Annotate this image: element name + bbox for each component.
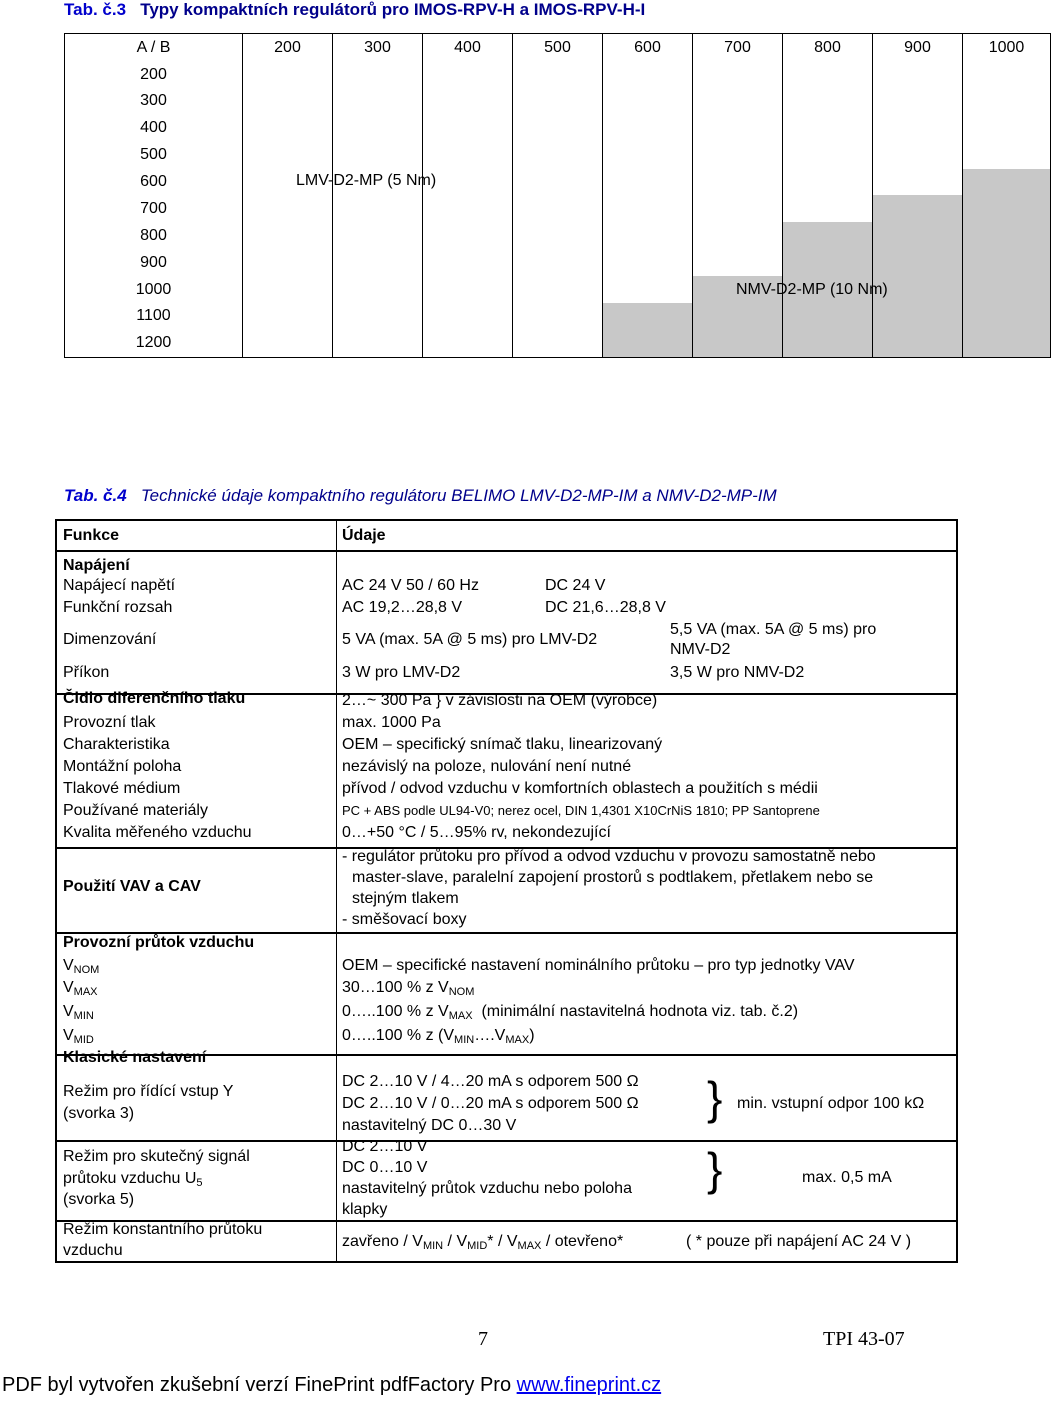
value-napajeci-napeti-dc: DC 24 V	[545, 577, 606, 594]
grid-cell-lmv	[693, 88, 783, 115]
value-vmid: 0…..100 % z $(V_{MIN}\dots.V_{MAX})$	[342, 1027, 535, 1046]
grid-row	[65, 276, 1051, 303]
grid-cell-lmv	[963, 142, 1051, 169]
grid-cell-lmv	[243, 249, 333, 276]
value-rezim-u-1: DC 2…10 V	[342, 1138, 428, 1155]
grid-column-header: 400	[423, 34, 513, 62]
grid-row	[65, 330, 1051, 358]
value-vnom: OEM – specifické nastavení nominálního průtoku – pro typ jednotky VAV	[342, 957, 855, 974]
grid-cell-lmv	[513, 169, 603, 196]
label-rezim-k-2: vzduchu	[63, 1242, 123, 1259]
section-provozni-prutok: Provozní průtok vzduchu	[63, 934, 255, 951]
grid-cell-lmv	[603, 249, 693, 276]
grid-cell-lmv	[873, 142, 963, 169]
brace-icon: }	[707, 1072, 723, 1124]
value-rezim-u-4: klapky	[342, 1201, 388, 1218]
grid-cell-lmv	[603, 115, 693, 142]
value-rezim-y-3: nastavitelný DC 0…30 V	[342, 1117, 517, 1134]
grid-row	[65, 249, 1051, 276]
grid-cell-nmv	[603, 330, 693, 358]
value-funkcni-rozsah-dc: DC 21,6…28,8 V	[545, 599, 666, 616]
grid-cell-lmv	[783, 195, 873, 222]
grid-column-header: 800	[783, 34, 873, 62]
grid-column-header: 200	[243, 34, 333, 62]
grid-cell-lmv	[963, 115, 1051, 142]
section-napajeni: Napájení	[63, 557, 130, 574]
label-prikon: Příkon	[63, 664, 110, 681]
grid-row-header: 400	[65, 115, 243, 142]
grid-row-header: 900	[65, 249, 243, 276]
grid-cell-lmv	[333, 142, 423, 169]
grid-row	[65, 88, 1051, 115]
grid-cell-lmv	[513, 195, 603, 222]
grid-cell-nmv	[783, 249, 873, 276]
label-funkcni-rozsah: Funkční rozsah	[63, 599, 173, 616]
row-divider	[57, 550, 956, 552]
value-rezim-y-note: min. vstupní odpor 100 kΩ	[737, 1095, 925, 1112]
grid-cell-lmv	[693, 61, 783, 88]
value-rezim-k-note: ( * pouze při napájení AC 24 V )	[686, 1233, 912, 1250]
label-tlakove-medium: Tlakové médium	[63, 780, 181, 797]
grid-cell-nmv	[963, 222, 1051, 249]
grid-cell-lmv	[243, 276, 333, 303]
brace-icon: }	[707, 1143, 723, 1195]
value-pouziti-1: - regulátor průtoku pro přívod a odvod vzduchu v provozu samostatně nebo	[342, 848, 876, 865]
label-rezim-k-1: Režim konstantního průtoku	[63, 1221, 263, 1238]
grid-cell-lmv	[603, 222, 693, 249]
grid-cell-lmv	[423, 61, 513, 88]
grid-cell-nmv	[873, 330, 963, 358]
value-materialy: PC + ABS podle UL94-V0; nerez ocel, DIN 1,4301 X10CrNiS 1810; PP Santoprene	[342, 803, 820, 818]
grid-column-header: 1000	[963, 34, 1051, 62]
grid-row-header: 700	[65, 195, 243, 222]
value-rezim-y-1: DC 2…10 V / 4…20 mA s odporem 500 Ω	[342, 1073, 639, 1090]
value-pouziti-2: master-slave, paralelní zapojení prostorů s podtlakem, přetlakem nebo se	[352, 869, 874, 886]
grid-cell-lmv	[423, 303, 513, 330]
grid-row-header: 600	[65, 169, 243, 196]
value-montazni-poloha: nezávislý na poloze, nulování není nutné	[342, 758, 632, 775]
grid-cell-lmv	[333, 195, 423, 222]
value-pouziti-3: stejným tlakem	[352, 890, 459, 907]
label-rezim-u-2: průtoku vzduchu $U_5$	[63, 1170, 203, 1189]
grid-row-header: 200	[65, 61, 243, 88]
grid-cell-nmv	[873, 303, 963, 330]
grid-row	[65, 115, 1051, 142]
value-tlakove-medium: přívod / odvod vzduchu v komfortních oblastech a použitích s médii	[342, 780, 818, 797]
table4-title: Tab. č.4 Technické údaje kompaktního regulátoru BELIMO LMV-D2-MP-IM a NMV-D2-MP-IM	[64, 486, 777, 505]
grid-cell-lmv	[423, 222, 513, 249]
value-kvalita: 0…+50 °C / 5…95% rv, nekondezující	[342, 824, 611, 841]
value-prikon-lmv: 3 W pro LMV-D2	[342, 664, 461, 681]
grid-cell-lmv	[693, 222, 783, 249]
grid-cell-lmv	[963, 61, 1051, 88]
grid-cell-lmv	[243, 88, 333, 115]
label-vmin: $V_{MIN}$	[63, 1003, 94, 1022]
grid-row	[65, 169, 1051, 196]
grid-cell-lmv	[513, 61, 603, 88]
value-napajeci-napeti-ac: AC 24 V 50 / 60 Hz	[342, 577, 479, 594]
fineprint-link[interactable]: www.fineprint.cz	[516, 1374, 662, 1396]
grid-cell-lmv	[873, 115, 963, 142]
grid-cell-lmv	[513, 222, 603, 249]
grid-cell-lmv	[513, 330, 603, 358]
grid-cell-lmv	[513, 115, 603, 142]
lmv-label: LMV-D2-MP (5 Nm)	[296, 172, 437, 189]
pdf-footer: PDF byl vytvořen zkušební verzí FinePrint pdfFactory Pro www.fineprint.cz	[2, 1374, 662, 1396]
grid-cell-lmv	[603, 195, 693, 222]
grid-cell-lmv	[243, 115, 333, 142]
grid-column-header: 600	[603, 34, 693, 62]
grid-cell-lmv	[603, 169, 693, 196]
grid-cell-lmv	[783, 88, 873, 115]
value-dimenzovani-lmv: 5 VA (max. 5A @ 5 ms) pro LMV-D2	[342, 631, 598, 648]
grid-row-header: 500	[65, 142, 243, 169]
grid-column-header: 300	[333, 34, 423, 62]
grid-cell-lmv	[603, 276, 693, 303]
grid-cell-lmv	[513, 249, 603, 276]
header-udaje: Údaje	[342, 527, 386, 544]
grid-cell-lmv	[423, 249, 513, 276]
grid-corner-label: A / B	[65, 34, 243, 62]
grid-cell-lmv	[783, 115, 873, 142]
grid-cell-lmv	[243, 195, 333, 222]
grid-row	[65, 195, 1051, 222]
value-rezim-k: zavřeno / $V_{MIN} / V_{MID}* / V_{MAX}$ / otevřeno*	[342, 1233, 624, 1252]
label-provozni-tlak: Provozní tlak	[63, 714, 156, 731]
grid-cell-nmv	[783, 330, 873, 358]
grid-cell-nmv	[873, 195, 963, 222]
grid-cell-lmv	[693, 249, 783, 276]
grid-cell-lmv	[333, 88, 423, 115]
grid-cell-nmv	[963, 249, 1051, 276]
value-dimenzovani-nmv-2: NMV-D2	[670, 641, 731, 658]
grid-cell-nmv	[963, 303, 1051, 330]
table3-title: Tab. č.3 Typy kompaktních regulátorů pro IMOS-RPV-H a IMOS-RPV-H-I	[64, 0, 646, 19]
grid-cell-lmv	[873, 88, 963, 115]
grid-cell-nmv	[783, 303, 873, 330]
label-vmid: $V_{MID}$	[63, 1027, 94, 1046]
grid-row-header: 300	[65, 88, 243, 115]
grid-column-header: 700	[693, 34, 783, 62]
label-charakteristika: Charakteristika	[63, 736, 170, 753]
grid-cell-lmv	[783, 142, 873, 169]
grid-column-header: 900	[873, 34, 963, 62]
label-vnom: $V_{NOM}$	[63, 957, 100, 976]
grid-cell-lmv	[873, 61, 963, 88]
grid-cell-lmv	[603, 61, 693, 88]
value-pouziti-4: - směšovací boxy	[342, 911, 467, 928]
technical-data-table	[55, 519, 958, 1263]
section-cidlo: Čidlo diferenčního tlaku	[63, 690, 246, 707]
value-rezim-y-2: DC 2…10 V / 0…20 mA s odporem 500 Ω	[342, 1095, 639, 1112]
grid-cell-lmv	[243, 61, 333, 88]
grid-cell-nmv	[963, 169, 1051, 196]
grid-cell-lmv	[423, 195, 513, 222]
grid-cell-lmv	[693, 195, 783, 222]
grid-cell-lmv	[513, 88, 603, 115]
grid-row-header: 800	[65, 222, 243, 249]
page-number: 7	[478, 1328, 488, 1350]
grid-cell-lmv	[243, 142, 333, 169]
grid-row-header: 1100	[65, 303, 243, 330]
value-rezim-u-2: DC 0…10 V	[342, 1159, 428, 1176]
grid-cell-lmv	[873, 169, 963, 196]
label-materialy: Používané materiály	[63, 802, 208, 819]
grid-cell-lmv	[333, 276, 423, 303]
grid-cell-lmv	[333, 303, 423, 330]
grid-cell-lmv	[333, 222, 423, 249]
value-prikon-nmv: 3,5 W pro NMV-D2	[670, 664, 805, 681]
grid-cell-lmv	[423, 142, 513, 169]
grid-cell-lmv	[693, 142, 783, 169]
grid-column-header: 500	[513, 34, 603, 62]
value-rezim-u-3: nastavitelný průtok vzduchu nebo poloha	[342, 1180, 632, 1197]
grid-cell-nmv	[873, 249, 963, 276]
nmv-label: NMV-D2-MP (10 Nm)	[736, 281, 888, 298]
grid-cell-lmv	[333, 249, 423, 276]
grid-cell-lmv	[693, 115, 783, 142]
grid-cell-nmv	[873, 222, 963, 249]
section-pouziti: Použití VAV a CAV	[63, 878, 201, 895]
label-montazni-poloha: Montážní poloha	[63, 758, 182, 775]
grid-cell-nmv	[783, 222, 873, 249]
label-rezim-y-1: Režim pro řídící vstup Y	[63, 1083, 234, 1100]
grid-cell-lmv	[423, 330, 513, 358]
grid-cell-lmv	[243, 330, 333, 358]
row-divider	[57, 1140, 956, 1142]
grid-cell-lmv	[333, 61, 423, 88]
value-charakteristika: OEM – specifický snímač tlaku, linearizovaný	[342, 736, 663, 753]
grid-cell-lmv	[693, 169, 783, 196]
section-klasicke: Klasické nastavení	[63, 1049, 207, 1066]
label-napajeci-napeti: Napájecí napětí	[63, 577, 176, 594]
document-id: TPI 43-07	[823, 1328, 905, 1350]
grid-cell-nmv	[963, 195, 1051, 222]
label-rezim-y-2: (svorka 3)	[63, 1105, 135, 1122]
grid-cell-lmv	[963, 88, 1051, 115]
grid-cell-lmv	[783, 61, 873, 88]
grid-cell-lmv	[423, 276, 513, 303]
header-funkce: Funkce	[63, 527, 120, 544]
grid-cell-lmv	[603, 142, 693, 169]
value-provozni-tlak: max. 1000 Pa	[342, 714, 441, 731]
label-rezim-u-1: Režim pro skutečný signál	[63, 1148, 250, 1165]
grid-row	[65, 303, 1051, 330]
grid-cell-nmv	[693, 303, 783, 330]
grid-cell-lmv	[423, 88, 513, 115]
grid-cell-lmv	[513, 303, 603, 330]
grid-row	[65, 61, 1051, 88]
label-rezim-u-3: (svorka 5)	[63, 1191, 135, 1208]
grid-cell-lmv	[513, 276, 603, 303]
grid-cell-lmv	[243, 303, 333, 330]
grid-row	[65, 142, 1051, 169]
grid-row-header: 1000	[65, 276, 243, 303]
grid-cell-lmv	[603, 88, 693, 115]
grid-cell-lmv	[513, 142, 603, 169]
grid-cell-lmv	[333, 115, 423, 142]
grid-row	[65, 222, 1051, 249]
column-divider	[336, 521, 337, 1261]
label-vmax: $V_{MAX}$	[63, 979, 98, 998]
value-dimenzovani-nmv-1: 5,5 VA (max. 5A @ 5 ms) pro	[670, 621, 877, 638]
grid-cell-nmv	[963, 330, 1051, 358]
grid-cell-lmv	[783, 169, 873, 196]
grid-cell-nmv	[693, 330, 783, 358]
value-funkcni-rozsah-ac: AC 19,2…28,8 V	[342, 599, 463, 616]
value-rezim-u-note: max. 0,5 mA	[802, 1169, 892, 1186]
grid-cell-nmv	[603, 303, 693, 330]
grid-cell-lmv	[243, 222, 333, 249]
regulator-type-grid	[64, 33, 1051, 358]
value-vmax: 30…100 % z $V_{NOM}$	[342, 979, 475, 998]
grid-cell-lmv	[423, 115, 513, 142]
grid-cell-nmv	[963, 276, 1051, 303]
value-vmin: 0…..100 % z $V_{MAX}$ (minimální nastavitelná hodnota viz. tab. č.2)	[342, 1003, 799, 1022]
grid-cell-lmv	[333, 330, 423, 358]
value-cidlo: 2…~ 300 Pa } v závislosti na OEM (výrobce)	[342, 692, 658, 709]
label-kvalita: Kvalita měřeného vzduchu	[63, 824, 252, 841]
grid-row-header: 1200	[65, 330, 243, 358]
label-dimenzovani: Dimenzování	[63, 631, 157, 648]
